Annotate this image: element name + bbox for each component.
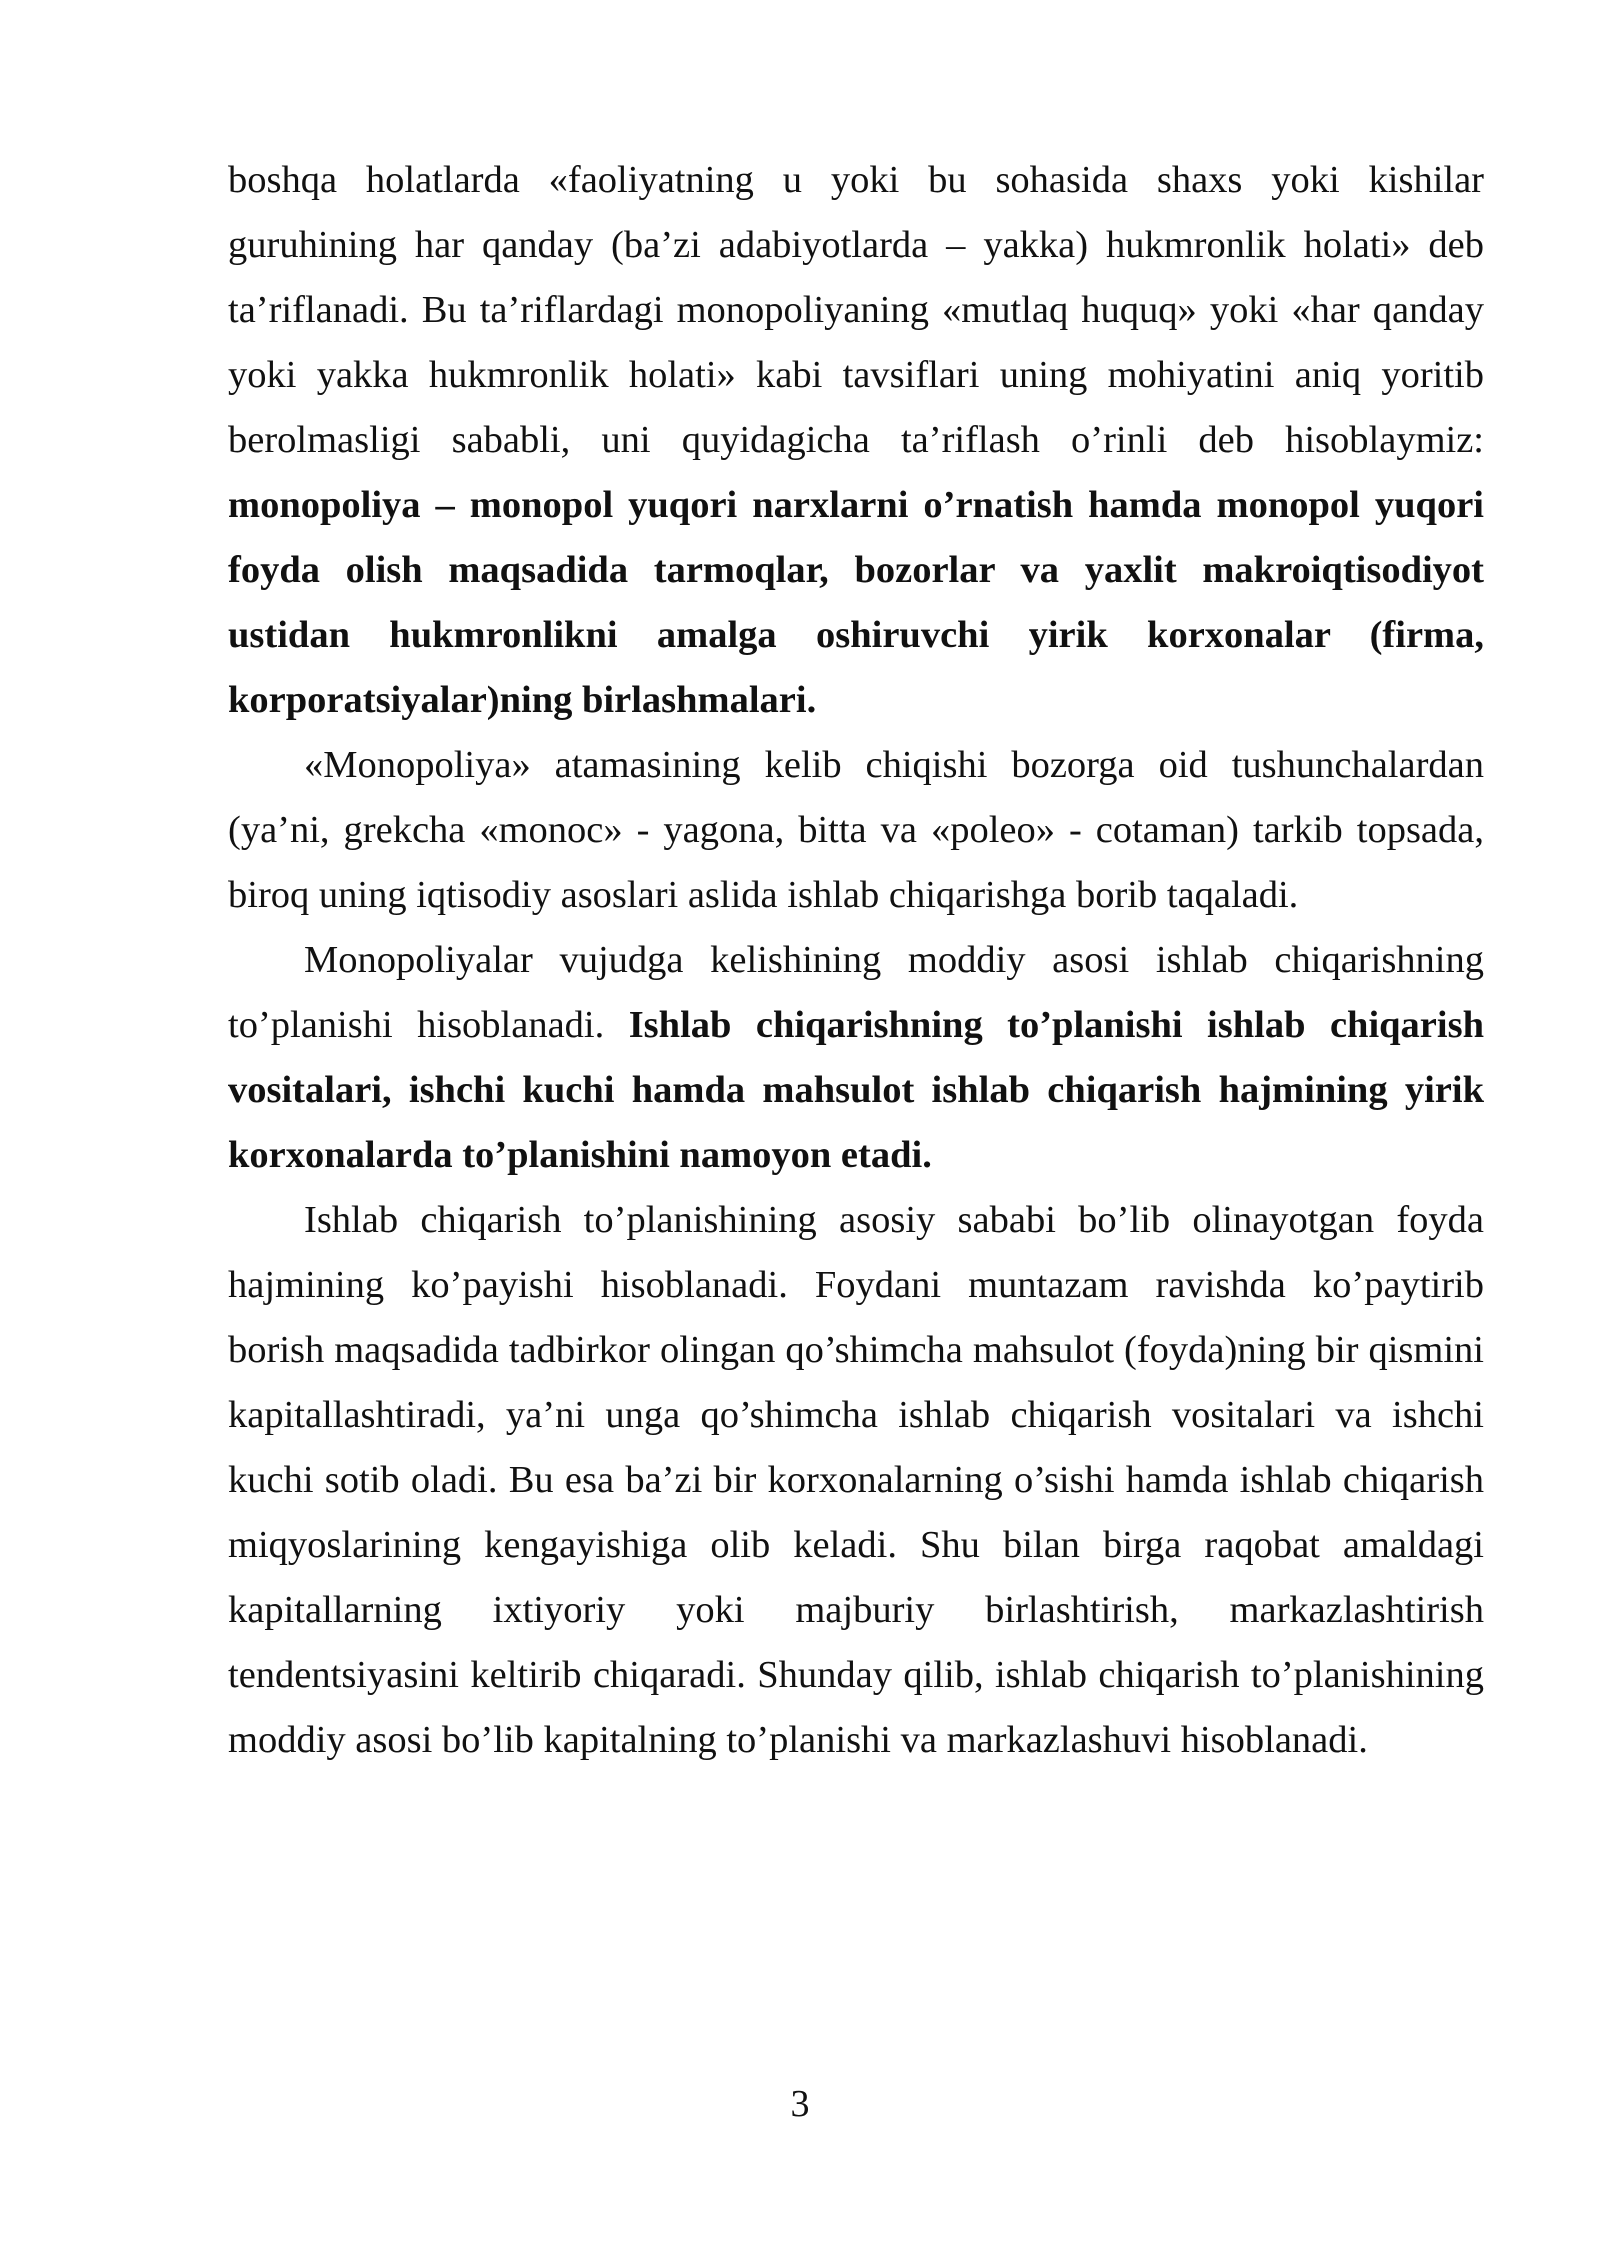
paragraph-4-text: Ishlab chiqarish to’planishining asosiy sababi bo’lib olinayotgan foyda hajmining ko’payishi hisoblanadi. Foydani muntazam ravishda ko’paytirib borish maqsadida tadbirkor olingan qo’shimcha mahsulot (foyda)ning bir qismini kapitallashtiradi, ya’ni unga qo’shimcha ishlab chiqarish vositalari va ishchi kuchi sotib oladi. Bu esa ba’zi bir korxonalarning o’sishi hamda ishlab chiqarish miqyoslarining kengayishiga olib keladi. Shu bilan birga raqobat amaldagi kapitallarning ixtiyoriy yoki majburiy birlashtirish, markazlashtirish tendentsiyasini keltirib chiqaradi. Shunday qilib, ishlab chiqarish to’planishining moddiy asosi bo’lib kapitalning to’planishi va markazlashuvi hisoblanadi. [228,1199,1484,1761]
paragraph-2 [228,733,1484,928]
paragraph-1 [228,148,1484,733]
monopoly-definition-bold: monopoliya – monopol yuqori narxlarni o’rnatish hamda monopol yuqori foyda olish maqsadida tarmoqlar, bozorlar va yaxlit makroiqtisodiyot ustidan hukmronlikni amalga oshiruvchi yirik korxonalar (firma, korporatsiyalar)ning birlashmalari. [228,484,1484,721]
paragraph-2-text: «Monopoliya» atamasining kelib chiqishi bozorga oid tushunchalardan (ya’ni, grekcha «monoc» - yagona, bitta va «poleo» - cotaman) tarkib topsada, biroq uning iqtisodiy asoslari aslida ishlab chiqarishga borib taqaladi. [228,744,1484,916]
paragraph-1-text: boshqa holatlarda «faoliyatning u yoki bu sohasida shaxs yoki kishilar guruhining har qanday (ba’zi adabiyotlarda – yakka) hukmronlik holati» deb ta’riflanadi. Bu ta’riflardagi monopoliyaning «mutlaq huquq» yoki «har qanday yoki yakka hukmronlik holati» kabi tavsiflari uning mohiyatini aniq yoritib berolmasligi sababli, uni quyidagicha ta’riflash o’rinli deb hisoblaymiz: [228,159,1484,461]
paragraph-3-text: Monopoliyalar vujudga kelishining moddiy asosi ishlab chiqarishning to’planishi hisoblanadi. [228,939,1484,1046]
concentration-definition-bold: Ishlab chiqarishning to’planishi ishlab chiqarish vositalari, ishchi kuchi hamda mahsulot ishlab chiqarish hajmining yirik korxonalarda to’planishini namoyon etadi. [228,1004,1484,1176]
paragraph-3 [228,928,1484,1188]
paragraph-4 [228,1188,1484,1773]
document-page [228,148,1484,1773]
page-number: 3 [790,2083,810,2125]
